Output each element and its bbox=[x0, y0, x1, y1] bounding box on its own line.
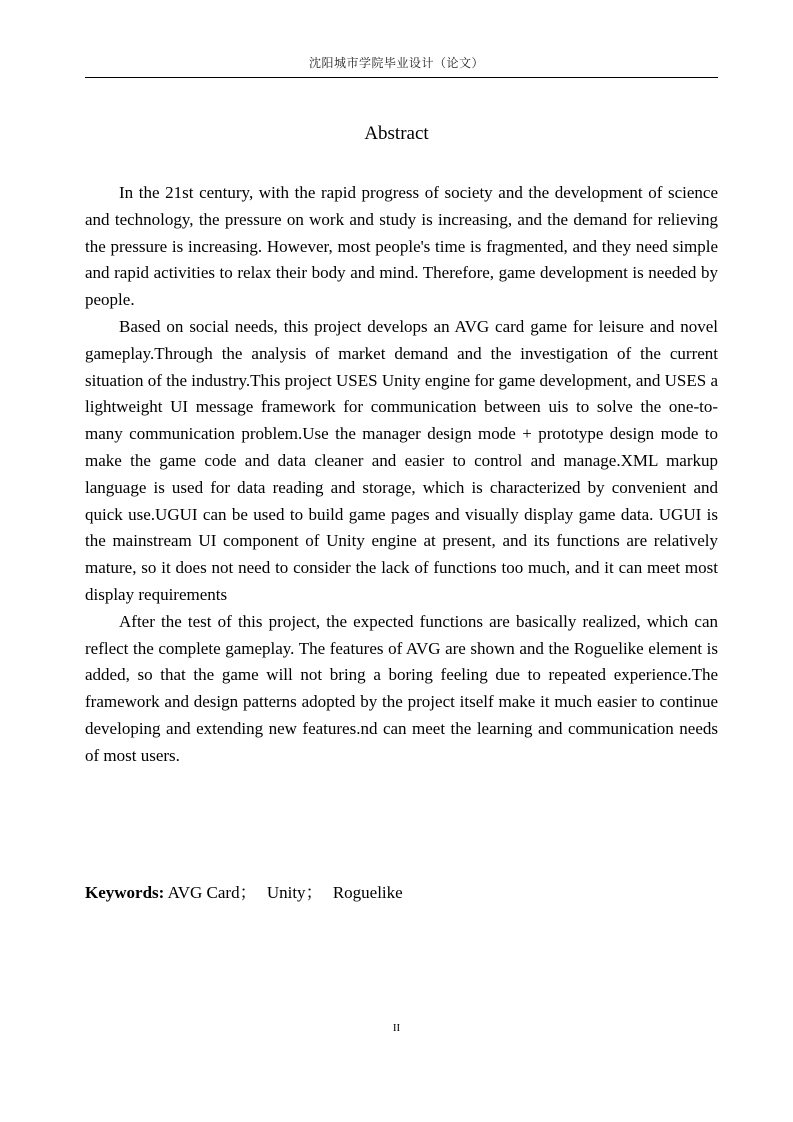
keywords-label: Keywords: bbox=[85, 883, 165, 902]
abstract-paragraph-3: After the test of this project, the expected functions are basically realized, which can reflect the complete gameplay. The features of AVG are shown and the Roguelike element is added, so that the game will not bring a boring feeling due to repeated experience.The framework and design patterns adopted by the project itself make it much easier to continue developing and extending new features.nd can meet the learning and communication needs of most users. bbox=[85, 611, 718, 765]
header-divider bbox=[85, 77, 718, 78]
keyword-item-3: Roguelike bbox=[332, 883, 403, 902]
keyword-item-1: AVG Card bbox=[167, 883, 240, 902]
keyword-item-2: Unity bbox=[266, 883, 306, 902]
keyword-separator: ； bbox=[305, 883, 323, 902]
page-title: Abstract bbox=[364, 123, 429, 144]
running-header: 沈阳城市学院毕业设计（论文） bbox=[308, 56, 484, 70]
abstract-paragraph-1: In the 21st century, with the rapid progress of society and the development of science and technology, the pressure on work and study is increasing, and the demand for relieving the pressure is increasing. However, most people's time is fragmented, and they need simple and rapid activities to relax their body and mind. Therefore, game development is needed by people. bbox=[85, 183, 718, 310]
keyword-separator: ； bbox=[239, 883, 257, 902]
page-number: II bbox=[392, 1022, 401, 1034]
abstract-body bbox=[85, 180, 718, 770]
keywords-line bbox=[85, 880, 718, 906]
abstract-paragraph-2: Based on social needs, this project develops an AVG card game for leisure and novel gameplay.Through the analysis of market demand and the investigation of the current situation of the industry.This project USES Unity engine for game development, and USES a lightweight UI message framework for communication between uis to solve the one-to-many communication problem.Use the manager design mode + prototype design mode to make the game code and data cleaner and easier to control and manage.XML markup language is used for data reading and storage, which is characterized by convenient and quick use.UGUI can be used to build game pages and visually display game data. UGUI is the mainstream UI component of Unity engine at present, and its functions are relatively mature, so it does not need to consider the lack of functions too much, and it can meet most display requirements bbox=[85, 316, 718, 604]
